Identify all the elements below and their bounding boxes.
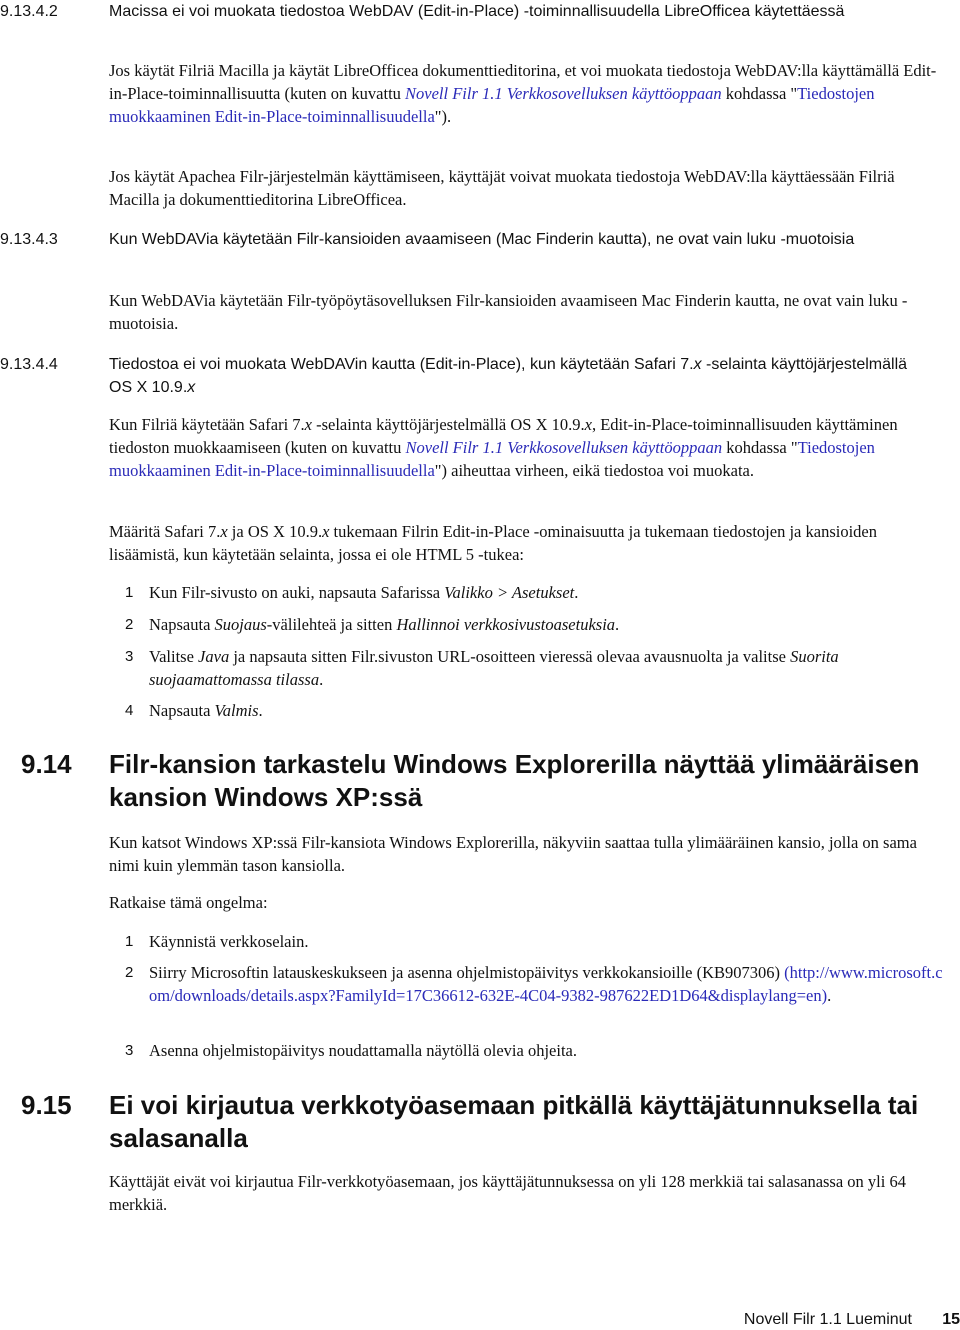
paragraph-long-username: Käyttäjät eivät voi kirjautua Filr-verkkotyöasemaan, jos käyttäjätunnuksessa on yli 128 merkkiä tai salasanassa on yli 64 merkkiä. (109, 1172, 906, 1214)
list-item (109, 699, 945, 722)
subsection-title (109, 353, 929, 399)
paragraph-extra-folder: Kun katsot Windows XP:ssä Filr-kansiota Windows Explorerilla, näkyviin saattaa tulla ylimääräinen kansio, jolla on sama nimi kuin ylemmän tason kansiolla. (109, 833, 917, 875)
text-run: -selainta käyttöjärjestelmällä OS X 10.9. (311, 415, 585, 434)
text-run: ") aiheuttaa virheen, eikä tiedostoa voi muokata. (434, 461, 755, 480)
step-number: 1 (125, 933, 134, 950)
step-number: 1 (125, 584, 134, 601)
text-run: -välilehteä ja sitten (266, 615, 397, 634)
list-item (109, 645, 945, 691)
paragraph-readonly: Kun WebDAVia käytetään Filr-työpöytäsovelluksen Filr-kansioiden avaamiseen Mac Finderin kautta, ne ovat vain luku -muotoisia. (109, 291, 908, 333)
text-run: Napsauta (149, 701, 215, 720)
subsection-heading-9-13-4-3 (0, 228, 960, 251)
section-link-edit-in-place[interactable]: Tiedostojen muokkaaminen Edit-in-Place-toiminnallisuudella (109, 438, 875, 480)
text-run: . (574, 583, 579, 602)
ui-term: Valmis (214, 701, 259, 720)
text-run: . (615, 615, 620, 634)
text-run: Kun Filr-sivusto on auki, napsauta Safarissa (149, 583, 445, 602)
list-item (109, 1039, 945, 1062)
text-run: Määritä Safari 7. (109, 522, 221, 541)
text-run: x (304, 415, 312, 434)
subsection-title: Macissa ei voi muokata tiedostoa WebDAV (Edit-in-Place) -toiminnallisuudella LibreOfficea käytettäessä (109, 3, 845, 20)
subsection-heading-9-13-4-2 (0, 0, 960, 23)
text-run: . (827, 986, 832, 1005)
step-number: 2 (125, 964, 134, 981)
subsection-heading-9-13-4-4 (0, 353, 960, 399)
step-text (149, 961, 945, 1007)
step-number: 3 (125, 1042, 134, 1059)
step-text (149, 699, 945, 722)
text-run: -selainta käyttöjärjestelmällä OS X 10.9. (109, 356, 908, 396)
text-run: Siirry Microsoftin latauskeskukseen ja asenna ohjelmistopäivitys verkkokansioille (KB907306) (149, 963, 785, 982)
text-run: Kun Filriä käytetään Safari 7. (109, 415, 305, 434)
paragraph-configure-safari (109, 520, 945, 566)
step-text (149, 613, 945, 636)
text-run: ja napsauta sitten Filr.sivuston URL-osoitteen vieressä olevaa avausnuolta ja valitse (229, 647, 791, 666)
text-run: Jos käytät Filriä Macilla ja käytät LibreOfficea dokumenttieditorina, et voi muokata tiedostoja WebDAV:lla käyttämällä Edit-in-Place-toiminnallisuutta (kuten on kuvattu (109, 61, 937, 103)
text-run: Tiedostoa ei voi muokata WebDAVin kautta (Edit-in-Place), kun käytetään Safari 7. (109, 356, 694, 373)
text-run: , Edit-in-Place-toiminnallisuuden käyttäminen tiedoston muokkaamiseen (kuten on kuvattu (109, 415, 898, 457)
text-run: x (322, 522, 330, 541)
section-title: Filr-kansion tarkastelu Windows Explorerilla näyttää ylimääräisen kansion Windows XP:ssä (109, 749, 920, 812)
text-run: kohdassa " (721, 84, 798, 103)
paragraph-resolve: Ratkaise tämä ongelma: (109, 893, 268, 912)
paragraph-safari-error (109, 413, 945, 482)
text-run: "). (434, 107, 452, 126)
list-item (109, 930, 945, 953)
step-text: Asenna ohjelmistopäivitys noudattamalla näytöllä olevia ohjeita. (149, 1041, 577, 1060)
section-heading-9-14 (0, 748, 960, 814)
text-run: Valitse (149, 647, 199, 666)
text-run: x (220, 522, 228, 541)
subsection-number: 9.13.4.4 (0, 356, 58, 373)
step-text (149, 581, 945, 604)
ui-term: Java (198, 647, 230, 666)
ui-term: Suojaus (214, 615, 267, 634)
list-item (109, 961, 945, 1007)
step-text (149, 645, 945, 691)
text-run: x (187, 379, 196, 396)
guide-link[interactable]: Novell Filr 1.1 Verkkosovelluksen käyttöoppaan (405, 438, 723, 457)
text-run: kohdassa " (722, 438, 798, 457)
subsection-number: 9.13.4.3 (0, 231, 58, 248)
text-run: . (258, 701, 263, 720)
page-footer (0, 1310, 960, 1330)
text-run: . (319, 670, 324, 689)
step-number: 3 (125, 648, 134, 665)
guide-link[interactable]: Novell Filr 1.1 Verkkosovelluksen käyttöoppaan (405, 84, 722, 103)
section-heading-9-15 (0, 1089, 960, 1155)
text-run: x (584, 415, 592, 434)
subsection-title: Kun WebDAVia käytetään Filr-kansioiden avaamiseen (Mac Finderin kautta), ne ovat vain luku -muotoisia (109, 231, 855, 248)
list-item (109, 613, 945, 636)
step-number: 2 (125, 616, 134, 633)
section-title: Ei voi kirjautua verkkotyöasemaan pitkällä käyttäjätunnuksella tai salasanalla (109, 1090, 919, 1153)
paragraph-libreoffice-webdav (109, 59, 945, 128)
footer-title: Novell Filr 1.1 Lueminut (743, 1311, 912, 1328)
microsoft-download-link[interactable]: (http://www.microsoft.com/downloads/details.aspx?FamilyId=17C36612-632E-4C04-9382-987622ED1D64&displaylang=en) (149, 963, 943, 1005)
section-link-edit-in-place[interactable]: Tiedostojen muokkaaminen Edit-in-Place-toiminnallisuudella (109, 84, 875, 126)
menu-path: Valikko > Asetukset (444, 583, 575, 602)
step-number: 4 (125, 702, 134, 719)
text-run: tukemaan Filrin Edit-in-Place -ominaisuutta ja tukemaan tiedostojen ja kansioiden lisäämistä, kun käytetään selainta, jossa ei ole HTML 5 -tukea: (109, 522, 877, 564)
list-item (109, 581, 945, 604)
section-number: 9.14 (21, 749, 72, 779)
text-run: Napsauta (149, 615, 215, 634)
ui-term: Suorita suojaamattomassa tilassa (149, 647, 839, 689)
page-number: 15 (942, 1311, 960, 1328)
text-run: x (693, 356, 702, 373)
text-run: ja OS X 10.9. (227, 522, 323, 541)
step-text: Käynnistä verkkoselain. (149, 932, 309, 951)
section-number: 9.15 (21, 1090, 72, 1120)
subsection-number: 9.13.4.2 (0, 3, 58, 20)
paragraph-apache: Jos käytät Apachea Filr-järjestelmän käyttämiseen, käyttäjät voivat muokata tiedostoja WebDAV:lla käyttäessään Filriä Macilla ja dokumenttieditorina LibreOfficea. (109, 167, 895, 209)
ui-term: Hallinnoi verkkosivustoasetuksia (396, 615, 616, 634)
